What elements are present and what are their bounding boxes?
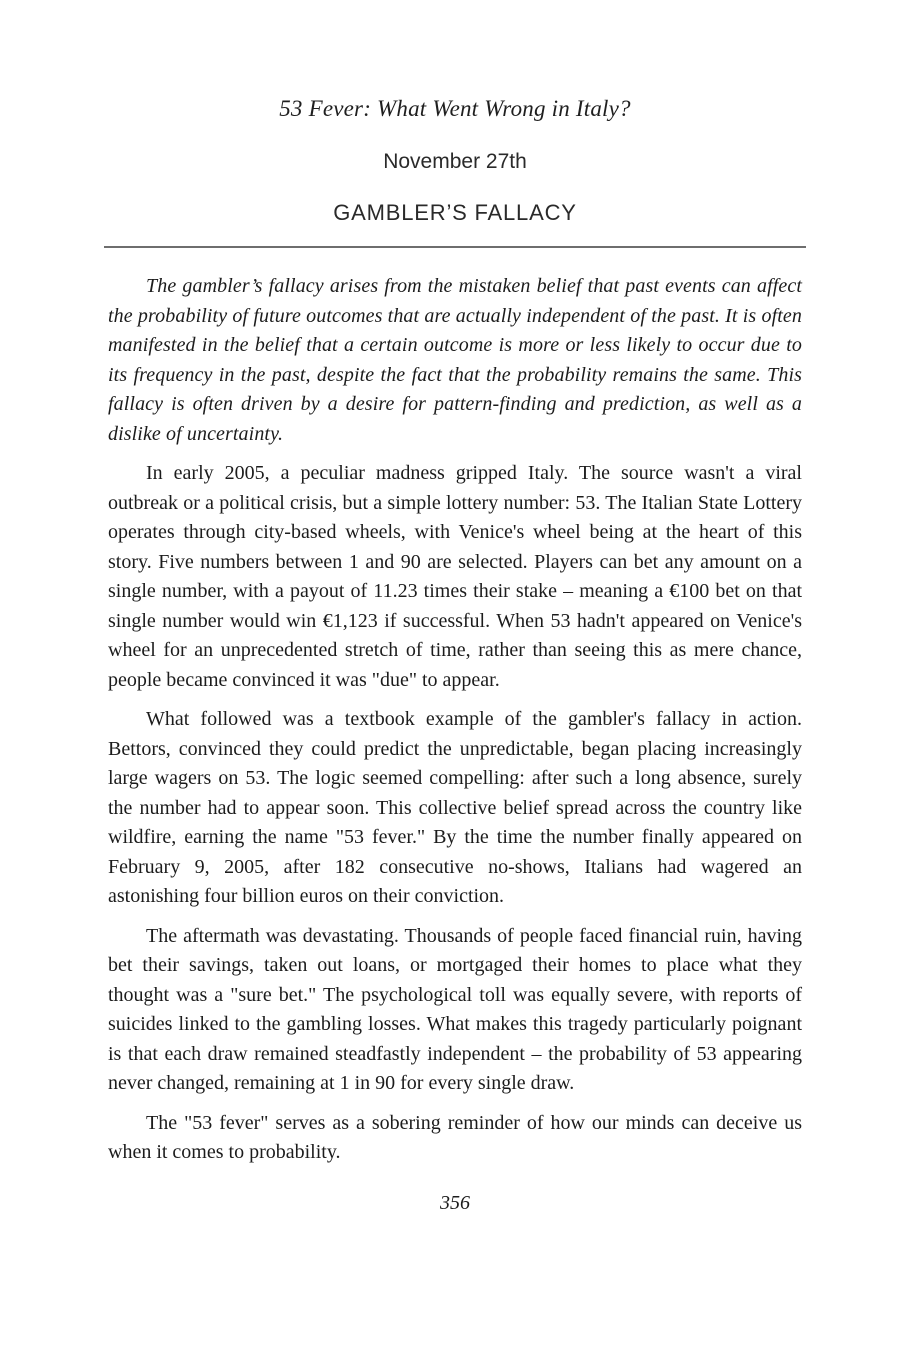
divider-rule (104, 246, 806, 248)
body-paragraph-3: The aftermath was devastating. Thousands of people faced financial ruin, having bet their savings, taken out loans, or mortgaged their homes to place what they thought was a "sure bet." The psychological toll was equally severe, with reports of suicides linked to the gambling losses. What makes this tragedy particularly poignant is that each draw remained steadfastly independent – the probability of 53 appearing never changed, remaining at 1 in 90 for every single draw. (108, 924, 802, 1094)
intro-paragraph: The gambler’s fallacy arises from the mistaken belief that past events can affect the probability of future outcomes that are actually independent of the past. It is often manifested in the belief that a certain outcome is more or less likely to occur due to its frequency in the past, despite the fact that the probability remains the same. This fallacy is often driven by a desire for pattern-finding and prediction, as well as a dislike of uncertainty. (108, 275, 802, 445)
body-paragraph-2: What followed was a textbook example of the gambler's fallacy in action. Bettors, convinced they could predict the unpredictable, began placing increasingly large wagers on 53. The logic seemed compelling: after such a long absence, surely the number had to appear soon. This collective belief spread across the country like wildfire, earning the name "53 fever." By the time the number finally appeared on February 9, 2005, after 182 consecutive no-shows, Italians had wagered an astonishing four billion euros on their conviction. (108, 708, 802, 907)
body-paragraph-1: In early 2005, a peculiar madness gripped Italy. The source wasn't a viral outbreak or a political crisis, but a simple lottery number: 53. The Italian State Lottery operates through city-based wheels, with Venice's wheel being at the heart of this story. Five numbers between 1 and 90 are selected. Players can bet any amount on a single number, with a payout of 11.23 times their stake – meaning a €100 bet on that single number would win €1,123 if successful. When 53 hadn't appeared on Venice's wheel for an unprecedented stretch of time, rather than seeing this as mere chance, people became convinced it was "due" to appear. (108, 462, 802, 691)
section-heading: GAMBLER’S FALLACY (333, 200, 577, 225)
document-page (108, 0, 802, 1215)
page-number: 356 (440, 1191, 470, 1214)
body-paragraph-4: The "53 fever" serves as a sobering reminder of how our minds can deceive us when it comes to probability. (108, 1111, 802, 1163)
chapter-title: 53 Fever: What Went Wrong in Italy? (279, 96, 631, 121)
entry-date: November 27th (383, 150, 527, 173)
body-text (108, 272, 802, 1168)
